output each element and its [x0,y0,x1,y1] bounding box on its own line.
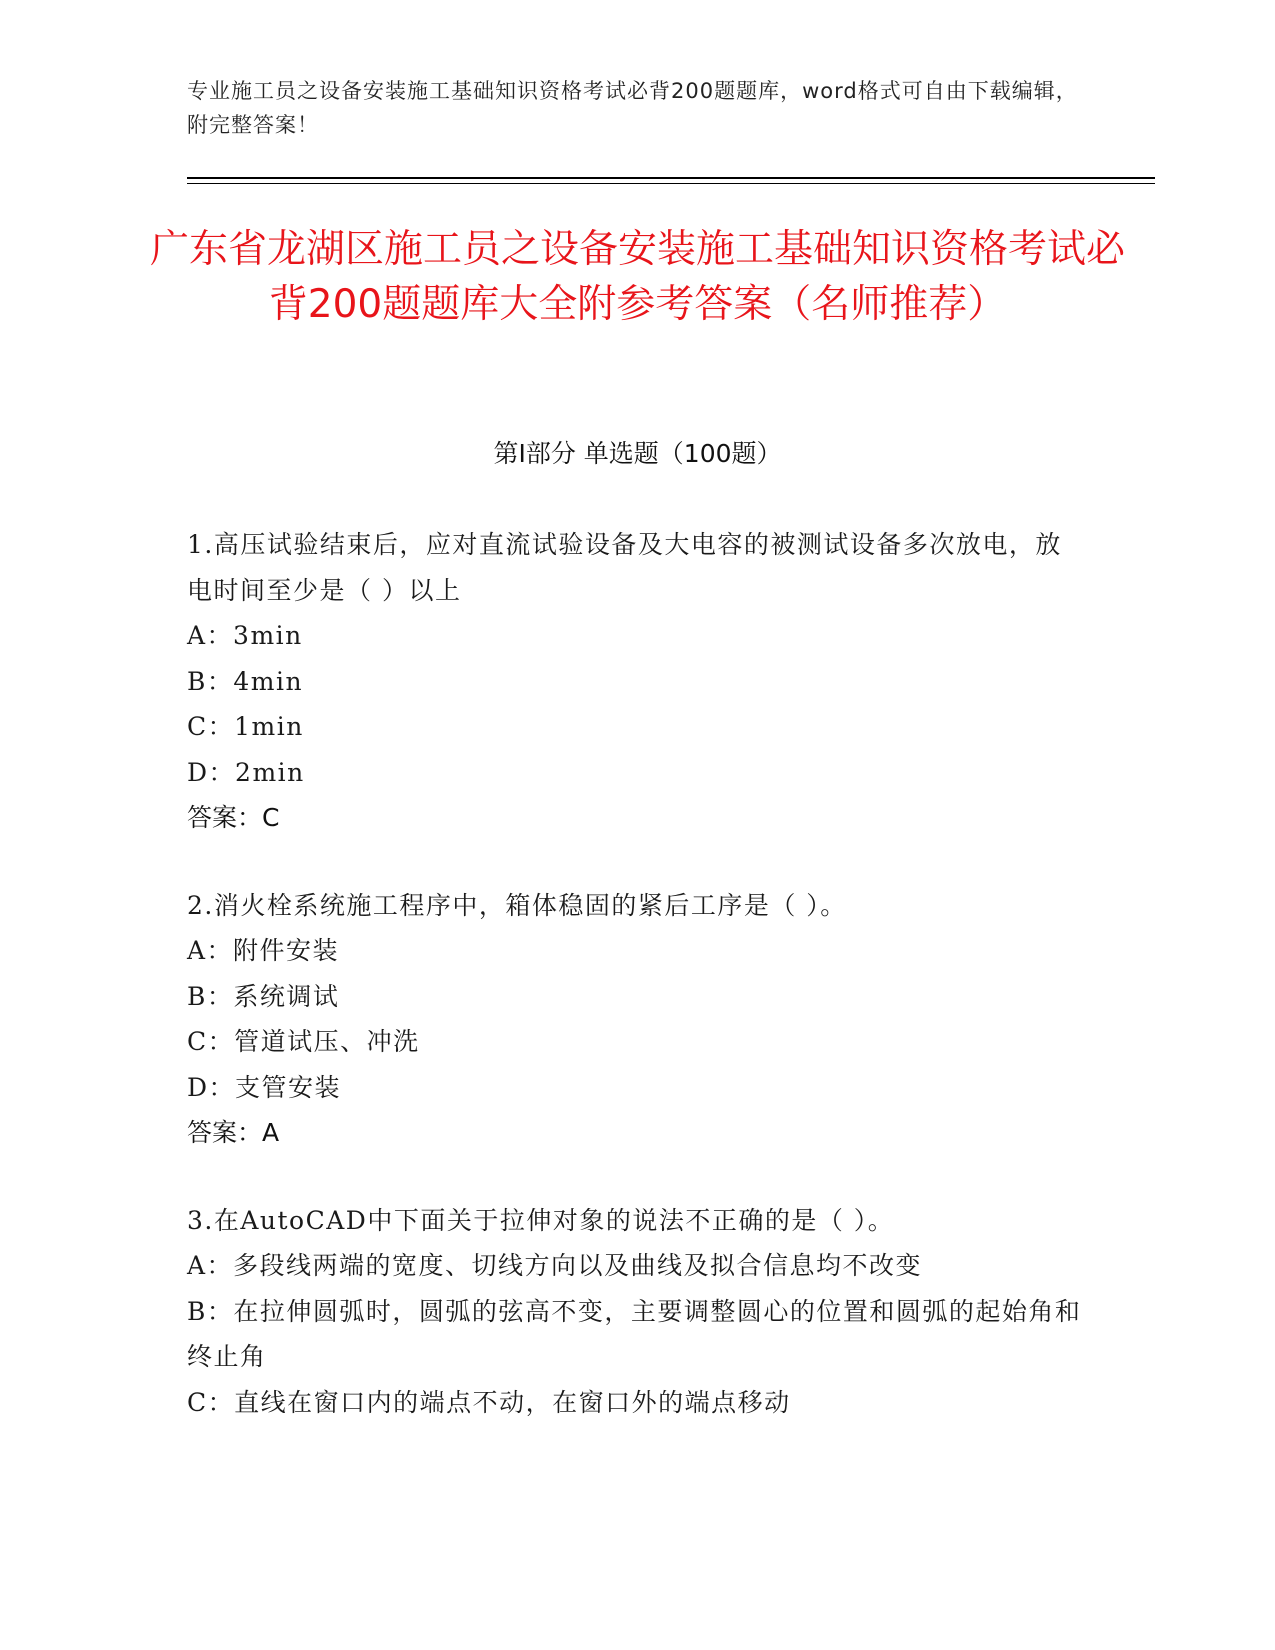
option-b: B：4min [187,666,304,696]
header-divider-thick [187,177,1155,179]
question-2 [187,883,1087,1156]
answer: 答案：A [187,1118,280,1147]
answer: 答案：C [187,803,280,832]
option-c: C：1min [187,712,304,741]
question-list [187,522,1087,1467]
option-a: A：3min [187,621,303,650]
header-note: 专业施工员之设备安装施工基础知识资格考试必背200题题库，word格式可自由下载编辑，附完整答案！ [187,79,1078,137]
question-text: 3.在AutoCAD中下面关于拉伸对象的说法不正确的是（ ）。 [187,1205,895,1235]
option-c: C：直线在窗口内的端点不动，在窗口外的端点移动 [187,1387,791,1417]
question-3 [187,1198,1087,1426]
option-a: A：附件安装 [187,936,340,965]
option-d: D：支管安装 [187,1072,342,1102]
option-d: D：2min [187,757,305,787]
option-b: B：在拉伸圆弧时，圆弧的弦高不变，主要调整圆心的位置和圆弧的起始角和终止角 [187,1296,1082,1371]
option-c: C：管道试压、冲洗 [187,1027,420,1056]
question-text: 2.消火栓系统施工程序中，箱体稳固的紧后工序是（ ）。 [187,890,847,920]
question-text: 1.高压试验结束后，应对直流试验设备及大电容的被测试设备多次放电，放电时间至少是（ ）以上 [187,530,1062,605]
question-1 [187,522,1087,841]
section-title: 第I部分 单选题（100题） [493,439,782,468]
header-divider-thin [187,183,1155,184]
option-b: B：系统调试 [187,981,340,1011]
option-a: A：多段线两端的宽度、切线方向以及曲线及拟合信息均不改变 [187,1251,923,1280]
document-title: 广东省龙湖区施工员之设备安装施工基础知识资格考试必背200题题库大全附参考答案（名师推荐） [150,227,1126,327]
